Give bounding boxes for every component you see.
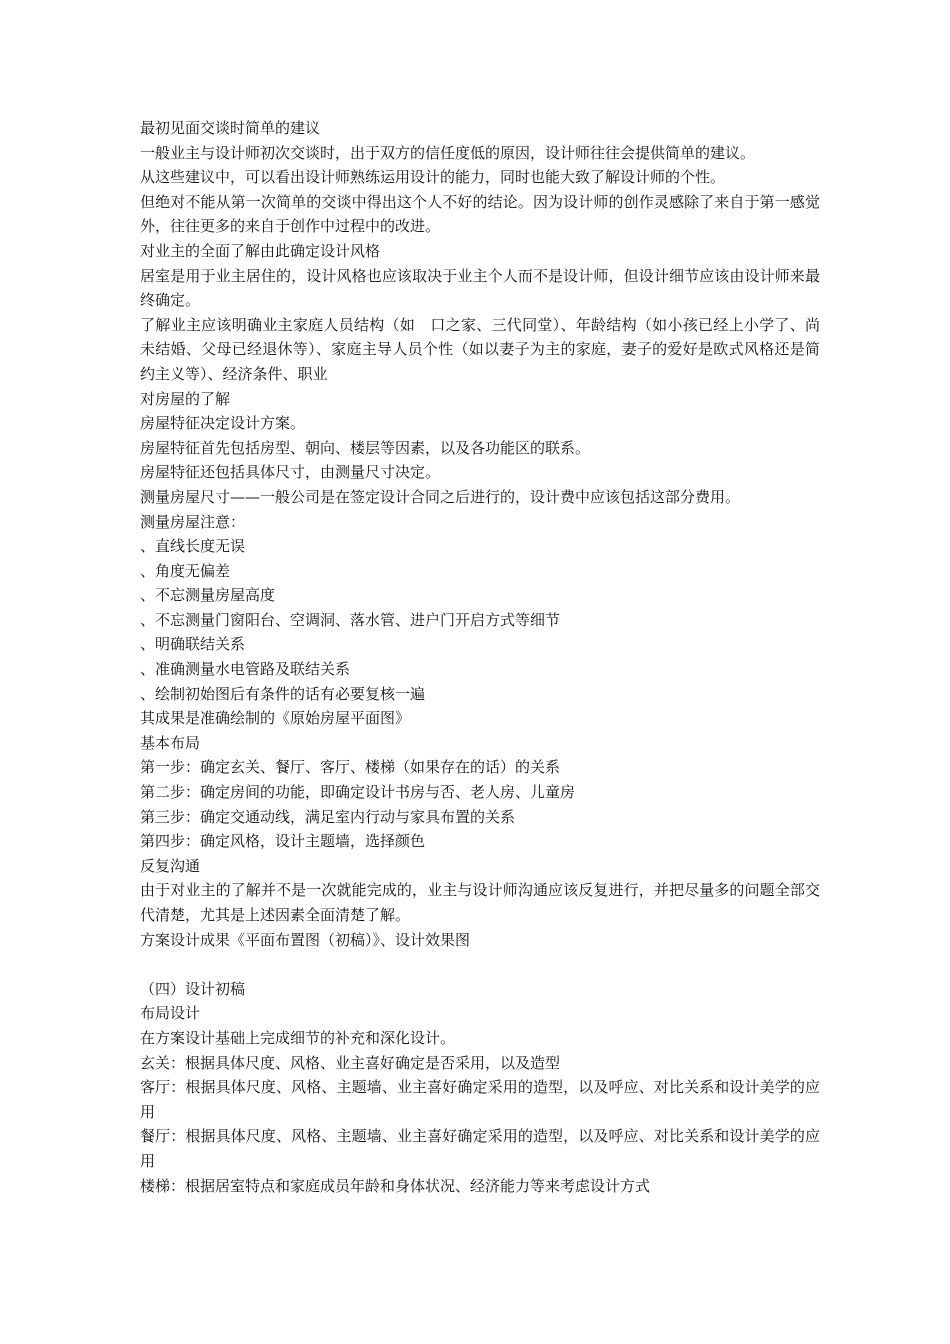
paragraph-30: （四）设计初稿	[140, 979, 246, 998]
paragraph-22: 第一步：确定玄关、餐厅、客厅、楼梯（如果存在的话）的关系	[140, 758, 561, 777]
paragraph-1: 一般业主与设计师初次交谈时，出于双方的信任度低的原因，设计师往往会提供简单的建议。	[140, 143, 756, 162]
paragraph-16: 、不忘测量门窗阳台、空调洞、落水管、进户门开启方式等细节	[140, 610, 561, 629]
paragraph-15: 、不忘测量房屋高度	[140, 586, 276, 605]
paragraph-11: 测量房屋尺寸——一般公司是在签定设计合同之后进行的，设计费中应该包括这部分费用。	[140, 487, 741, 506]
paragraph-9: 房屋特征首先包括房型、朝向、楼层等因素，以及各功能区的联系。	[140, 438, 591, 457]
paragraph-31: 布局设计	[140, 1004, 201, 1023]
paragraph-6: 了解业主应该明确业主家庭人员结构（如 口之家、三代同堂）、年龄结构（如小孩已经上小学了、尚未结婚、父母已经退休等）、家庭主导人员个性（如以妻子为主的家庭，妻子的爱好是欧式风格还是简约主义等）、经济条件、职业	[140, 315, 820, 383]
paragraph-19: 、绘制初始图后有条件的话有必要复核一遍	[140, 684, 426, 703]
paragraph-20: 其成果是准确绘制的《原始房屋平面图》	[140, 709, 411, 728]
paragraph-8: 房屋特征决定设计方案。	[140, 414, 306, 433]
paragraph-7: 对房屋的了解	[140, 389, 231, 408]
paragraph-13: 、直线长度无误	[140, 537, 246, 556]
paragraph-10: 房屋特征还包括具体尺寸，由测量尺寸决定。	[140, 463, 441, 482]
paragraph-14: 、角度无偏差	[140, 561, 231, 580]
paragraph-4: 对业主的全面了解由此确定设计风格	[140, 241, 381, 260]
paragraph-28: 方案设计成果《平面布置图（初稿）》、设计效果图	[140, 930, 471, 949]
paragraph-27: 由于对业主的了解并不是一次就能完成的，业主与设计师沟通应该反复进行，并把尽量多的问题全部交代清楚，尤其是上述因素全面清楚了解。	[140, 881, 820, 924]
paragraph-25: 第四步：确定风格，设计主题墙，选择颜色	[140, 832, 426, 851]
paragraph-34: 客厅：根据具体尺度、风格、主题墙、业主喜好确定采用的造型，以及呼应、对比关系和设计美学的应用	[140, 1078, 820, 1121]
paragraph-33: 玄关：根据具体尺度、风格、业主喜好确定是否采用，以及造型	[140, 1053, 561, 1072]
paragraph-35: 餐厅：根据具体尺度、风格、主题墙、业主喜好确定采用的造型，以及呼应、对比关系和设计美学的应用	[140, 1127, 820, 1170]
paragraph-24: 第三步：确定交通动线，满足室内行动与家具布置的关系	[140, 807, 516, 826]
document-body	[140, 116, 820, 1198]
paragraph-18: 、准确测量水电管路及联结关系	[140, 660, 351, 679]
paragraph-21: 基本布局	[140, 733, 201, 752]
paragraph-17: 、明确联结关系	[140, 635, 246, 654]
paragraph-2: 从这些建议中，可以看出设计师熟练运用设计的能力，同时也能大致了解设计师的个性。	[140, 168, 726, 187]
paragraph-3: 但绝对不能从第一次简单的交谈中得出这个人不好的结论。因为设计师的创作灵感除了来自于第一感觉外，往往更多的来自于创作中过程中的改进。	[140, 192, 820, 236]
paragraph-12: 测量房屋注意：	[140, 512, 246, 531]
paragraph-23: 第二步：确定房间的功能，即确定设计书房与否、老人房、儿童房	[140, 783, 576, 802]
paragraph-36: 楼梯：根据居室特点和家庭成员年龄和身体状况、经济能力等来考虑设计方式	[140, 1176, 651, 1195]
paragraph-26: 反复沟通	[140, 856, 201, 875]
paragraph-32: 在方案设计基础上完成细节的补充和深化设计。	[140, 1028, 456, 1047]
blank-line	[140, 952, 820, 977]
paragraph-5: 居室是用于业主居住的，设计风格也应该取决于业主个人而不是设计师，但设计细节应该由设计师来最终确定。	[140, 266, 820, 310]
paragraph-0: 最初见面交谈时简单的建议	[140, 119, 321, 137]
